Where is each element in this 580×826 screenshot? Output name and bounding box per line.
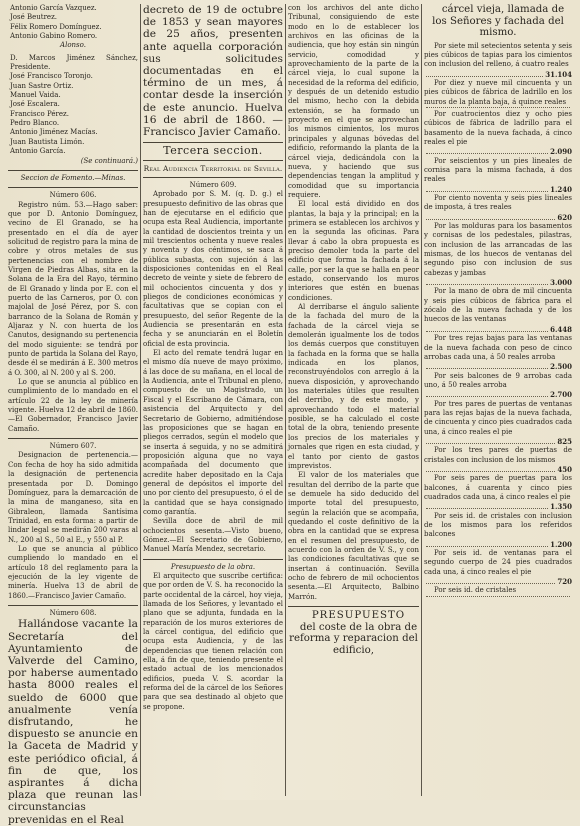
- budget-entry-total: [424, 390, 572, 399]
- budget-entry-text: Por seis balcones de 9 arrobas cada uno, á 50 reales arroba: [424, 371, 572, 389]
- notice-text: Lo que se anuncia al público cumpliendo lo mandado en el artículo 18 del reglamento para la ejecución de la ley vigente de minería. Huelva 13 de abril de 1860.—Francisco Javier Camaño.: [8, 544, 138, 600]
- budget-entry-total: [424, 70, 572, 79]
- budget-entry-text: Por seis pares de puertas para los balcones, á cuarenta y cinco pies cuadrados cada una, á cinco reales el pie: [424, 474, 572, 501]
- notice-text-large: decreto de 19 de octubre de 1853 y sean mayores de 25 años, presenten ante aquella corporación sus solicitudes documentadas en el término de un mes, á contar desde la inserción de este anuncio. Huelva 16 de abril de 1860. —Francisco Javier Camaño.: [143, 4, 283, 139]
- budget-entry-value: 720: [557, 577, 572, 587]
- name-line: Antonio Gabino Romero.: [10, 32, 98, 41]
- name-line: Antonio García.: [10, 147, 66, 156]
- notice-text: Sevilla doce de abril de mil ochocientos sesenta.—Visto bueno, Gómez.—El Secretario de Gobierno, Manuel María Mendez, secretario.: [143, 517, 283, 554]
- notice-text: El acto del remate tendrá lugar en el mismo día nueve de mayo próximo, á las doce de su mañana, en el local de la Audiencia, ante el Tribunal en pleno, compuesto de un Magistrado, un Fiscal y el Escribano de Cámara, con asistencia del Arquitecto y del Secretario de Gobierno, admitiéndose las proposiciones que se hagan en pliegos cerrados, según el modelo que se inserta á seguida, y no se admitirá proposición alguna que no vaya acompañada del documento que acredite haber depositado en la Caja general de depósitos el importe del uno por ciento del presupuesto, ó el de la cantidad que se haya consignado como garantía.: [143, 349, 283, 516]
- notice-number: Número 609.: [189, 180, 237, 189]
- notice-number: Número 608.: [49, 608, 97, 617]
- name-line: Manuel Vaida.: [10, 91, 61, 100]
- budget-entry-value: 825: [557, 436, 572, 446]
- budget-entry-value: 6.448: [550, 324, 572, 334]
- name-line: Francisco Pérez.: [10, 109, 69, 118]
- budget-entry-text: Por seis id. de cristales: [434, 586, 517, 595]
- budget-entry-value: 1.240: [550, 184, 572, 194]
- budget-entry-value: 620: [557, 212, 572, 222]
- name-line: José Beutrez.: [10, 13, 57, 22]
- budget-entry-text: Por tres rejas bajas para las ventanas de la nueva fachada con peso de cinco arrobas cada una, á 50 reales arroba: [424, 334, 572, 361]
- budget-entry-value: 31.104: [545, 69, 572, 79]
- court-heading: Real Audiencia Territorial de Sevilla.: [143, 163, 283, 173]
- divider: [8, 170, 138, 171]
- section-label: Seccion de Fomento.—Minas.: [20, 173, 126, 182]
- budget-entry-total: [424, 577, 572, 586]
- leader-dots: [426, 508, 548, 509]
- names-label: Alonso.: [60, 41, 86, 50]
- name-line: Antonio García Vazquez.: [10, 4, 97, 12]
- budget-entry-total: [424, 540, 572, 549]
- column-divider: [285, 4, 286, 796]
- budget-entry-total: [424, 278, 572, 287]
- budget-entry-text: Por los tres pares de puertas de cristales con inclusion de los mismos: [424, 446, 572, 464]
- notice-number: Número 606.: [49, 191, 97, 200]
- leader-dots: [426, 596, 570, 597]
- budget-heading: Presupuesto de la obra.: [170, 562, 256, 571]
- budget-entry-total: [424, 596, 572, 599]
- leader-dots: [426, 396, 548, 397]
- budget-entry-text: Por diez y nueve mil cincuenta y un pies cúbicos de fábrica de ladrillo en los muros de la planta baja, á quince reales: [424, 78, 572, 106]
- divider: [143, 559, 283, 560]
- leader-dots: [426, 284, 548, 285]
- budget-title: PRESUPUESTO: [311, 610, 406, 621]
- budget-entry-text: Por seiscientos y un pies lineales de cornisa para la misma fachada, á dos reales: [424, 156, 572, 184]
- leader-dots: [426, 583, 555, 584]
- budget-entry-total: [424, 147, 572, 156]
- budget-entry-text: Por cuatrocientos diez y ocho pies cúbicos de fábrica de ladrillo para el basamento de la nueva fachada, á cinco reales el pie: [424, 109, 572, 146]
- divider: [8, 187, 138, 188]
- budget-entry-total: [424, 325, 572, 334]
- notice-text: Lo que se anuncia al público en cumplimiento de lo mandado en el artículo 22 de la ley de minería vigente. Huelva 12 de abril de 1860.—El Gobernador, Francisco Javier Camaño.: [8, 378, 138, 433]
- body-text: El local está dividido en dos plantas, la baja y la principal; en la primera se establecen los archivos y en la segunda las oficinas. Para llevar á cabo la obra propuesta es preciso demoler toda la parte del edificio que forma la fachada á la calle, por ser la que se halla en peor estado, conservando los muros interiores que estén en buenas condiciones.: [288, 200, 419, 302]
- budget-entry-total: [424, 213, 572, 222]
- section-heading: Tercera seccion.: [163, 144, 263, 158]
- name-line: Pedro Blanco.: [10, 119, 60, 128]
- column-4: [424, 4, 572, 796]
- column-divider: [140, 4, 141, 796]
- name-line: D. Marcos Jiménez Sánchez, Presidente.: [10, 53, 138, 72]
- leader-dots: [426, 191, 548, 192]
- budget-entry-total: [424, 185, 572, 194]
- leader-dots: [426, 219, 555, 220]
- notice-text: Registro núm. 53.—Hago saber: que por D. Antonio Domínguez, vecino de El Granado, se ha presentado en el día de ayer solicitud de registro para la mina de cobre y otros metales de sus pertenencias con el nombre de Virgen de Piedras Albas, sita en la Solana de la Era del Rayo, término de El Granado y linda por E. con el puerto de las Carneros, por O. con majolal de José Pérez, por S. con barranco de la Solana de Román y Aljaraz y N. con huerta de los Canutos, designando su pertenencia del modo siguiente: se tendrá por punto de partida la Solana del Rayo, desde él se medirán á E. 300 metros á O. 300, al N. 200 y al S. 200.: [8, 200, 138, 377]
- budget-entry-value: 1.350: [550, 502, 572, 512]
- budget-entry-text: Por las molduras para los basamentos y cornisas de los pedestales, pilastras, con inclusion de las arrancadas de las mismas, de los huecos de ventanas del segundo piso con inclusion de sus cabezas y jambas: [424, 222, 572, 277]
- budget-entry-total: [424, 437, 572, 446]
- notice-number: Número 607.: [49, 442, 97, 451]
- notice-text: Designacion de pertenencia.—Con fecha de hoy ha sido admitida la designación de pertenencia presentada por D. Domingo Domínguez, para la demarcación de la mina de manganeso, sita en Gibraleon, llamada Santísima Trinidad, en esta forma: a partir de lindar legal se medirán 200 varas al N., 200 al S., 50 al E., y 550 al P.: [8, 451, 138, 544]
- budget-entry-value: 2.700: [550, 390, 572, 400]
- notice-text: Aprobado por S. M. (q. D. g.) el presupuesto definitivo de las obras que han de ejecutarse en el edificio que ocupa esta Real Audiencia, importante la cantidad de doscientos treinta y un mil trescientos ochenta y nueve reales y noventa y dos céntimos, se saca á pública subasta, con sujeción á las disposiciones contenidas en el Real decreto de veinte y siete de febrero de mil ochocientos cincuenta y dos y pliegos de condiciones económicas y facultativas que se copian con el presupuesto, del señor Regente de la Audiencia se presentarán en esta fecha y se anunciarán en el Boletín oficial de esta provincia.: [143, 190, 283, 348]
- column-1: [8, 4, 138, 826]
- leader-dots: [426, 331, 548, 332]
- divider: [143, 142, 283, 143]
- budget-entry-value: 2.090: [550, 147, 572, 157]
- name-line: José Escalera.: [10, 100, 60, 109]
- leader-dots: [426, 153, 548, 154]
- name-line: Juan Bautista Limón.: [10, 137, 85, 146]
- body-text: con los archivos del ante dicho Tribunal, consiguiendo de este modo en lo de establecer los archivos en las oficinas de la audiencia, que hoy están sin ningún servicio, comodidad y aprovechamiento de la parte de la cárcel vieja, lo cual supone la necesidad de la reforma del edificio, y después de un detenido estudio del mismo, hecho con la debida extensión, se ha formado un proyecto en el que se aprovechan los mismos cimientos, los muros principales y algunas bóvedas del edificio, reformando la planta de la cárcel vieja, dedicándola con la nueva, y haciendo que sus dependencias tengan la amplitud y comodidad que su importancia requiere.: [288, 4, 419, 199]
- budget-entry-text: Por la mano de obra de mil cincuenta y seis pies cúbicos de fábrica para el zócalo de la nueva fachada y de los huecos de las ventanas: [424, 287, 572, 324]
- divider: [8, 438, 138, 439]
- body-text: El valor de los materiales que resultan del derribo de la parte que se demuele ha sido deducido del importe total del presupuesto, según la relación que se acompaña, quedando el coste definitivo de la obra en la cantidad que se expresa en el resumen del presupuesto, de acuerdo con la orden de V. S., y con las condiciones facultativas que se insertan á continuación. Sevilla ocho de febrero de mil ochocientos sesenta.—El Arquitecto, Balbino Marrón.: [288, 471, 419, 601]
- notice-text-large: Hallándose vacante la Secretaría del Ayuntamiento de Valverde del Camino, por haberse aumentado hasta 8000 reales el sueldo de 6000 que anualmente venía disfrutando, he dispuesto se anuncie en la Gaceta de Madrid y este periódico oficial, á fin de que, los aspirantes á dicha plaza que reunan las circunstancias prevenidas en el Real: [8, 618, 138, 826]
- budget-entry-text: Por seis id. de cristales con inclusion de los mismos para los referidos balcones: [424, 511, 572, 539]
- budget-entry-text: Por siete mil setecientos setenta y seis pies cúbicos de tapias para los cimientos con inclusion del relleno, á cuatro reales: [424, 41, 572, 69]
- leader-dots: [426, 443, 555, 444]
- budget-title-continued: cárcel vieja, llamada de los Señores y fachada del mismo.: [432, 4, 565, 38]
- budget-entry-total: [424, 362, 572, 371]
- leader-dots: [426, 368, 548, 369]
- budget-entry-value: 1.200: [550, 539, 572, 549]
- divider: [143, 160, 283, 161]
- body-text: Al derribarse el ángulo saliente de la fachada del muro de la fachada de la cárcel vieja se demolerán igualmente los de todos los demás cuerpos que constituyen la fachada en la forma que se halla indicada en los planos, reconstruyéndolos con arreglo á la nueva disposición, y aprovechando los materiales útiles que resulten del derribo, y de este modo, y aprovechando todo el material posible, se ha calculado el coste total de la obra, teniendo presente los precios de los materiales y jornales que rigen en esta ciudad, y el tanto por ciento de gastos imprevistos.: [288, 303, 419, 470]
- budget-entry-value: 450: [557, 464, 572, 474]
- column-divider: [421, 4, 422, 796]
- leader-dots: [426, 107, 570, 108]
- leader-dots: [426, 546, 548, 547]
- budget-entry-text: Por seis id. de ventanas para el segundo cuerpo de 24 pies cuadrados cada una, á cinco reales el pie: [424, 549, 572, 576]
- budget-entry-text: Por ciento noventa y seis pies lineales de imposta, á tres reales: [424, 194, 572, 212]
- name-line: Juan Sastre Ortiz.: [10, 81, 74, 90]
- leader-dots: [426, 76, 543, 77]
- budget-entry-value: 2.500: [550, 362, 572, 372]
- budget-entry-value: 3.000: [550, 278, 572, 288]
- budget-entry-total: [424, 465, 572, 474]
- divider: [8, 605, 138, 606]
- budget-entry-total: [424, 502, 572, 511]
- name-line: José Francisco Toronjo.: [10, 72, 93, 81]
- divider: [143, 177, 283, 178]
- continued-note: (Se continuará.): [80, 156, 138, 165]
- name-line: Antonio Jiménez Macías.: [10, 128, 98, 137]
- column-3: [288, 4, 419, 796]
- divider: [288, 606, 419, 607]
- budget-subtitle: del coste de la obra de reforma y reparacion del edificio,: [289, 621, 418, 656]
- name-line: Félix Romero Domínguez.: [10, 22, 102, 31]
- leader-dots: [426, 471, 555, 472]
- column-2: [143, 4, 283, 796]
- budget-text: El arquitecto que suscribe certifica: que por orden de V. S. ha reconocido la parte occidental de la cárcel, hoy vieja, llamada de los Señores, y levantado el plano que se adjunta, fundada en la reparación de los muros exteriores de la cárcel contigua, del edificio que ocupa esta Audiencia, y de las dependencias que tienen relación con ella, á fin de que, teniendo presente el estado actual de los mencionados edificios, pueda V. S. acordar la reforma del de la cárcel de los Señores para que sea destinado al objeto que se propone.: [143, 572, 283, 711]
- budget-entries: [424, 42, 572, 599]
- budget-entry-text: Por tres pares de puertas de ventanas para las rejas bajas de la nueva fachada, de cincuenta y cinco pies cuadrados cada una, á cinco reales el pie: [424, 399, 572, 436]
